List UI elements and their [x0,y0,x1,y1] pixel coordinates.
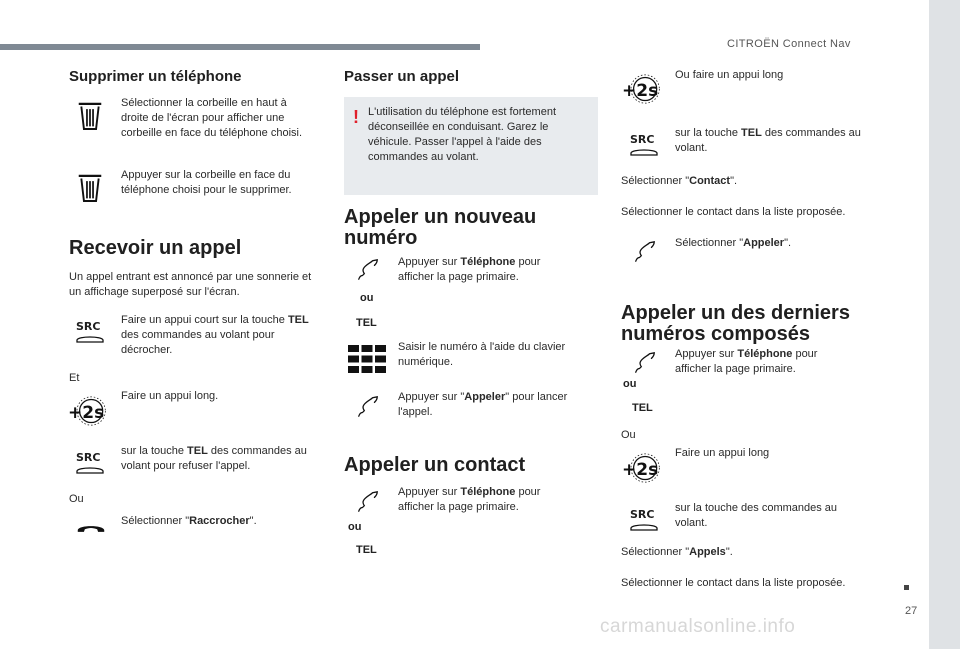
recent-step-4: Sélectionner "Appels". [621,546,733,558]
and-label: Et [69,372,80,384]
section-title-recent-calls: Appeler un des derniers numéros composés [621,302,850,345]
svg-text:+2s: +2s [622,460,659,480]
contact-step-3: Sélectionner "Contact". [621,175,738,187]
trash-icon [77,101,103,131]
or-label: ou [360,292,374,304]
contact-step-1: Appuyer sur Téléphone pour afficher la page primaire. [398,486,541,513]
receive-intro: Un appel entrant est annoncé par une sonnerie et un affichage superposé sur l'écran. [69,271,312,298]
delete-step-1: Sélectionner la corbeille en haut à droite de l'écran pour afficher une corbeille en face du téléphone choisi. [121,97,303,139]
src-button-icon [628,505,660,535]
continuation-marker [904,585,909,590]
contact-step-4: Sélectionner le contact dans la liste proposée. [621,206,846,218]
phone-icon [356,258,380,282]
tel-label: TEL [356,317,377,329]
recent-step-5: Sélectionner le contact dans la liste proposée. [621,577,846,589]
long-press-icon [621,73,663,105]
tel-label: TEL [632,402,653,414]
long-press-icon [621,452,663,484]
svg-text:SRC: SRC [76,451,101,464]
receive-step-4: Sélectionner "Raccrocher". [121,515,257,527]
long-press-label: +2s [68,403,105,423]
svg-text:SRC: SRC [630,133,655,146]
phone-icon [356,395,380,419]
trash-icon [77,173,103,203]
page-side-tab [929,0,960,649]
section-title-make-call: Passer un appel [344,68,460,85]
new-number-step-2: Saisir le numéro à l'aide du clavier numérique. [398,341,566,368]
watermark: carmanualsonline.info [600,616,796,637]
src-button-icon [628,130,660,160]
delete-step-2: Appuyer sur la corbeille en face du téléphone choisi pour le supprimer. [121,169,292,196]
tel-label: TEL [356,544,377,556]
brand-title: CITROËN Connect Nav [727,38,851,50]
long-press-icon [67,395,109,427]
contact-long-press: Ou faire un appui long [675,69,784,81]
src-label: SRC [76,320,101,333]
recent-step-2: Faire un appui long [675,447,770,459]
hang-up-icon [76,521,106,534]
src-button-icon [74,317,106,347]
contact-step-5: Sélectionner "Appeler". [675,237,792,249]
section-title-receive-call: Recevoir un appel [69,237,242,259]
new-number-step-1: Appuyer sur Téléphone pour afficher la page primaire. [398,256,541,283]
recent-step-1: Appuyer sur Téléphone pour afficher la page primaire. [675,348,818,375]
warning-text: L'utilisation du téléphone est fortement déconseillée en conduisant. Garez le véhicule. Passer l'appel à l'aide des commandes au volant. [368,106,556,163]
phone-icon [356,490,380,514]
warning-box [344,97,598,195]
svg-text:SRC: SRC [630,508,655,521]
or-label: ou [623,378,637,390]
header-rule [0,44,480,50]
phone-icon [633,240,657,264]
src-button-icon [74,448,106,478]
receive-step-2: Faire un appui long. [121,390,219,402]
receive-step-3: sur la touche TEL des commandes au volant pour refuser l'appel. [121,445,307,472]
section-title-call-contact: Appeler un contact [344,454,526,476]
or-label: Ou [621,429,636,441]
new-number-step-3: Appuyer sur "Appeler" pour lancer l'appel. [398,391,568,418]
or-label: ou [348,521,362,533]
contact-step-2: sur la touche TEL des commandes au volant. [675,127,861,154]
recent-step-3: sur la touche des commandes au volant. [675,502,838,529]
receive-step-1: Faire un appui court sur la touche TEL des commandes au volant pour décrocher. [121,314,309,356]
svg-text:+2s: +2s [622,81,659,101]
phone-icon [633,351,657,375]
section-title-new-number: Appeler un nouveau numéro [344,206,537,249]
section-title-delete-phone: Supprimer un téléphone [69,68,242,85]
or-label: Ou [69,493,84,505]
keypad-icon [348,345,386,373]
warning-icon: ! [353,107,359,127]
page-number: 27 [905,605,918,617]
